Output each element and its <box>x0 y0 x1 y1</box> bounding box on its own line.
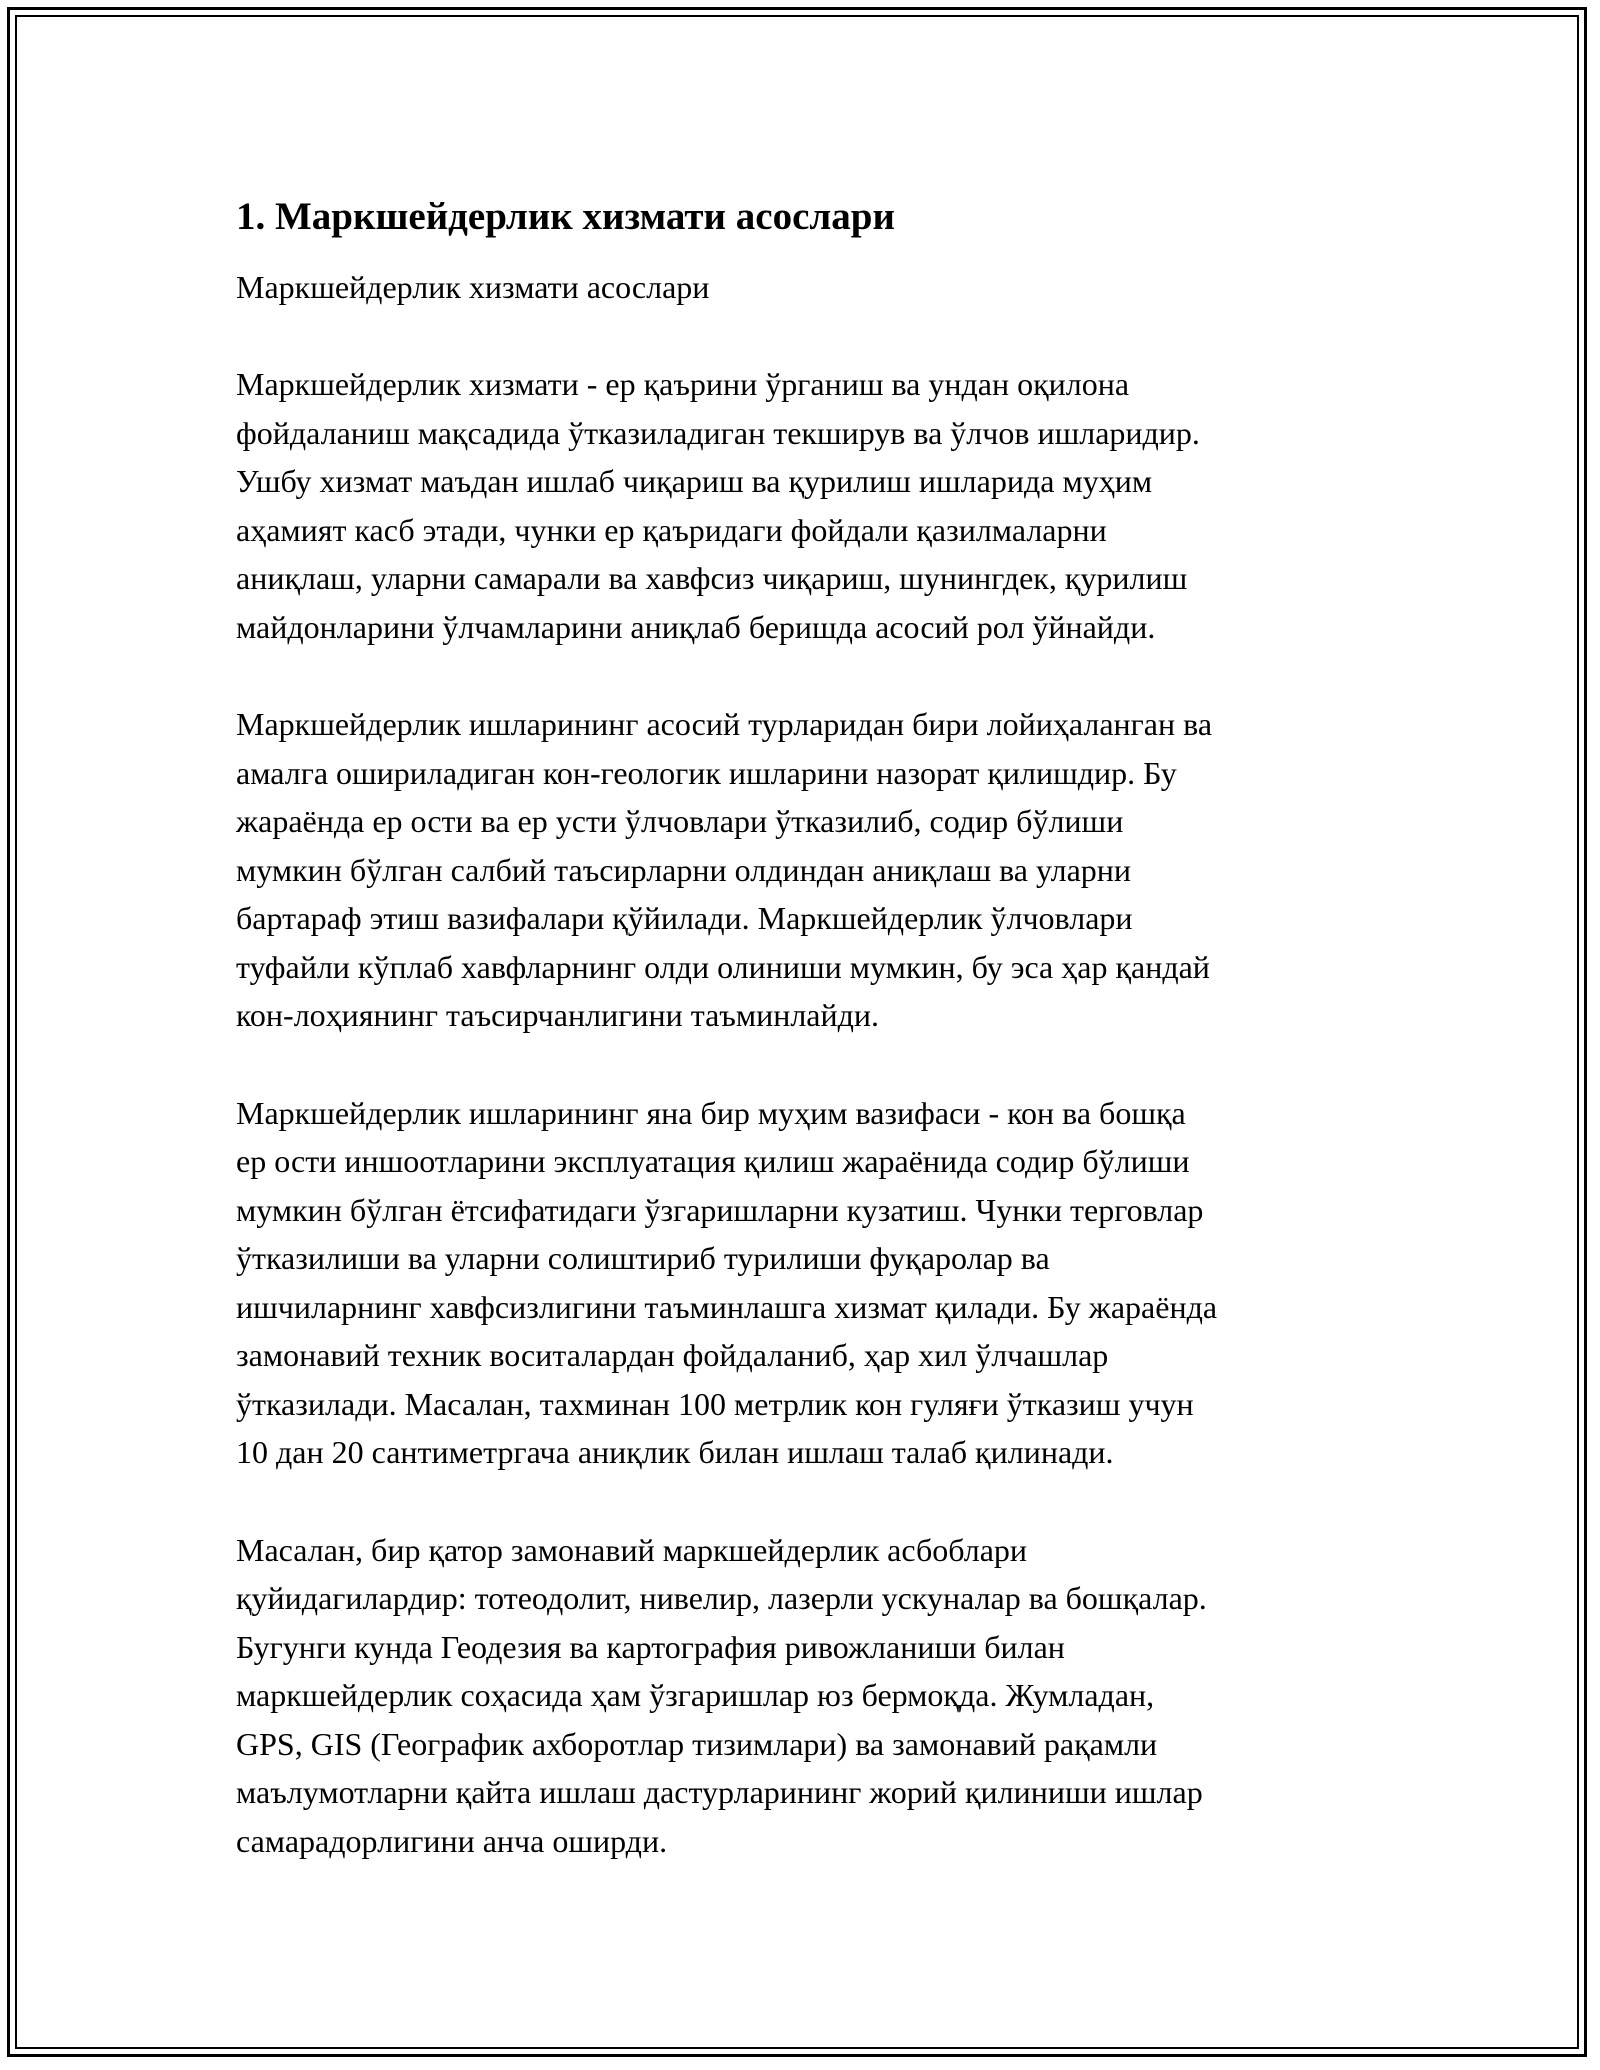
paragraph-line: маълумотларни қайта ишлаш дастурларининг жорий қилиниши ишлар <box>236 1774 1203 1810</box>
paragraph-line: Ушбу хизмат маъдан ишлаб чиқариш ва қурилиш ишларида муҳим <box>236 463 1153 499</box>
paragraph-line: ишчиларнинг хавфсизлигини таъминлашга хизмат қилади. Бу жараёнда <box>236 1288 1218 1325</box>
paragraph-line: 10 дан 20 сантиметргача аниқлик билан ишлаш талаб қилинади. <box>236 1434 1114 1470</box>
document-subheading: Маркшейдерлик хизмати асослари <box>236 269 710 305</box>
paragraph-line: Маркшейдерлик ишларининг асосий турларидан бири лойиҳаланган ва <box>236 706 1213 742</box>
paragraph-line: амалга ошириладиган кон-геологик ишларини назорат қилишдир. Бу <box>236 754 1177 791</box>
paragraph-line: ўтказилиши ва уларни солиштириб турилиши фуқаролар ва <box>236 1240 1050 1276</box>
paragraph-line: бартараф этиш вазифалари қўйилади. Маркшейдерлик ўлчовлари <box>236 900 1133 936</box>
paragraph-line: Бугунги кунда Геодезия ва картография ривожланиши билан <box>236 1628 1065 1665</box>
paragraph-line: самарадорлигини анча оширди. <box>236 1822 668 1859</box>
paragraph-line: Маркшейдерлик ишларининг яна бир муҳим вазифаси - кон ва бошқа <box>236 1094 1186 1131</box>
paragraph-line: Маркшейдерлик хизмати - ер қаърини ўрганиш ва ундан оқилона <box>236 366 1130 402</box>
paragraph-3 <box>236 1089 1366 1477</box>
paragraph-line: GPS, GIS (Географик ахборотлар тизимлари) ва замонавий рақамли <box>236 1725 1158 1762</box>
paragraph-line: Масалан, бир қатор замонавий маркшейдерлик асбоблари <box>236 1531 1028 1568</box>
paragraph-line: аҳамият касб этади, чунки ер қаъридаги фойдали қазилмаларни <box>236 511 1107 548</box>
paragraph-line: ер ости иншоотларини эксплуатация қилиш жараёнида содир бўлиши <box>236 1143 1190 1179</box>
paragraph-line: ўтказилади. Масалан, тахминан 100 метрлик кон гуляғи ўтказиш учун <box>236 1385 1194 1422</box>
paragraph-1 <box>236 360 1366 651</box>
paragraph-4 <box>236 1526 1366 1866</box>
document-heading: 1. Маркшейдерлик хизмати асослари <box>236 195 895 238</box>
paragraph-line: аниқлаш, уларни самарали ва хавфсиз чиқариш, шунингдек, қурилиш <box>236 560 1188 596</box>
paragraph-2 <box>236 700 1366 1040</box>
paragraph-line: мумкин бўлган ётсифатидаги ўзгаришларни кузатиш. Чунки терговлар <box>236 1191 1204 1228</box>
paragraph-line: майдонларини ўлчамларини аниқлаб беришда асосий рол ўйнайди. <box>236 608 1156 645</box>
paragraph-line: мумкин бўлган салбий таъсирларни олдиндан аниқлаш ва уларни <box>236 851 1132 888</box>
document-body <box>236 180 1366 1865</box>
paragraph-line: фойдаланиш мақсадида ўтказиладиган текширув ва ўлчов ишларидир. <box>236 414 1200 451</box>
paragraph-line: замонавий техник воситалардан фойдаланиб, ҳар хил ўлчашлар <box>236 1337 1109 1373</box>
paragraph-line: туфайли кўплаб хавфларнинг олди олиниши мумкин, бу эса ҳар қандай <box>236 948 1210 985</box>
paragraph-line: қуйидагилардир: тотеодолит, нивелир, лазерли ускуналар ва бошқалар. <box>236 1580 1207 1616</box>
paragraph-line: маркшейдерлик соҳасида ҳам ўзгаришлар юз бермоқда. Жумладан, <box>236 1677 1155 1713</box>
paragraph-line: жараёнда ер ости ва ер усти ўлчовлари ўтказилиб, содир бўлиши <box>236 803 1124 839</box>
paragraph-line: кон-лоҳиянинг таъсирчанлигини таъминлайди. <box>236 997 880 1033</box>
